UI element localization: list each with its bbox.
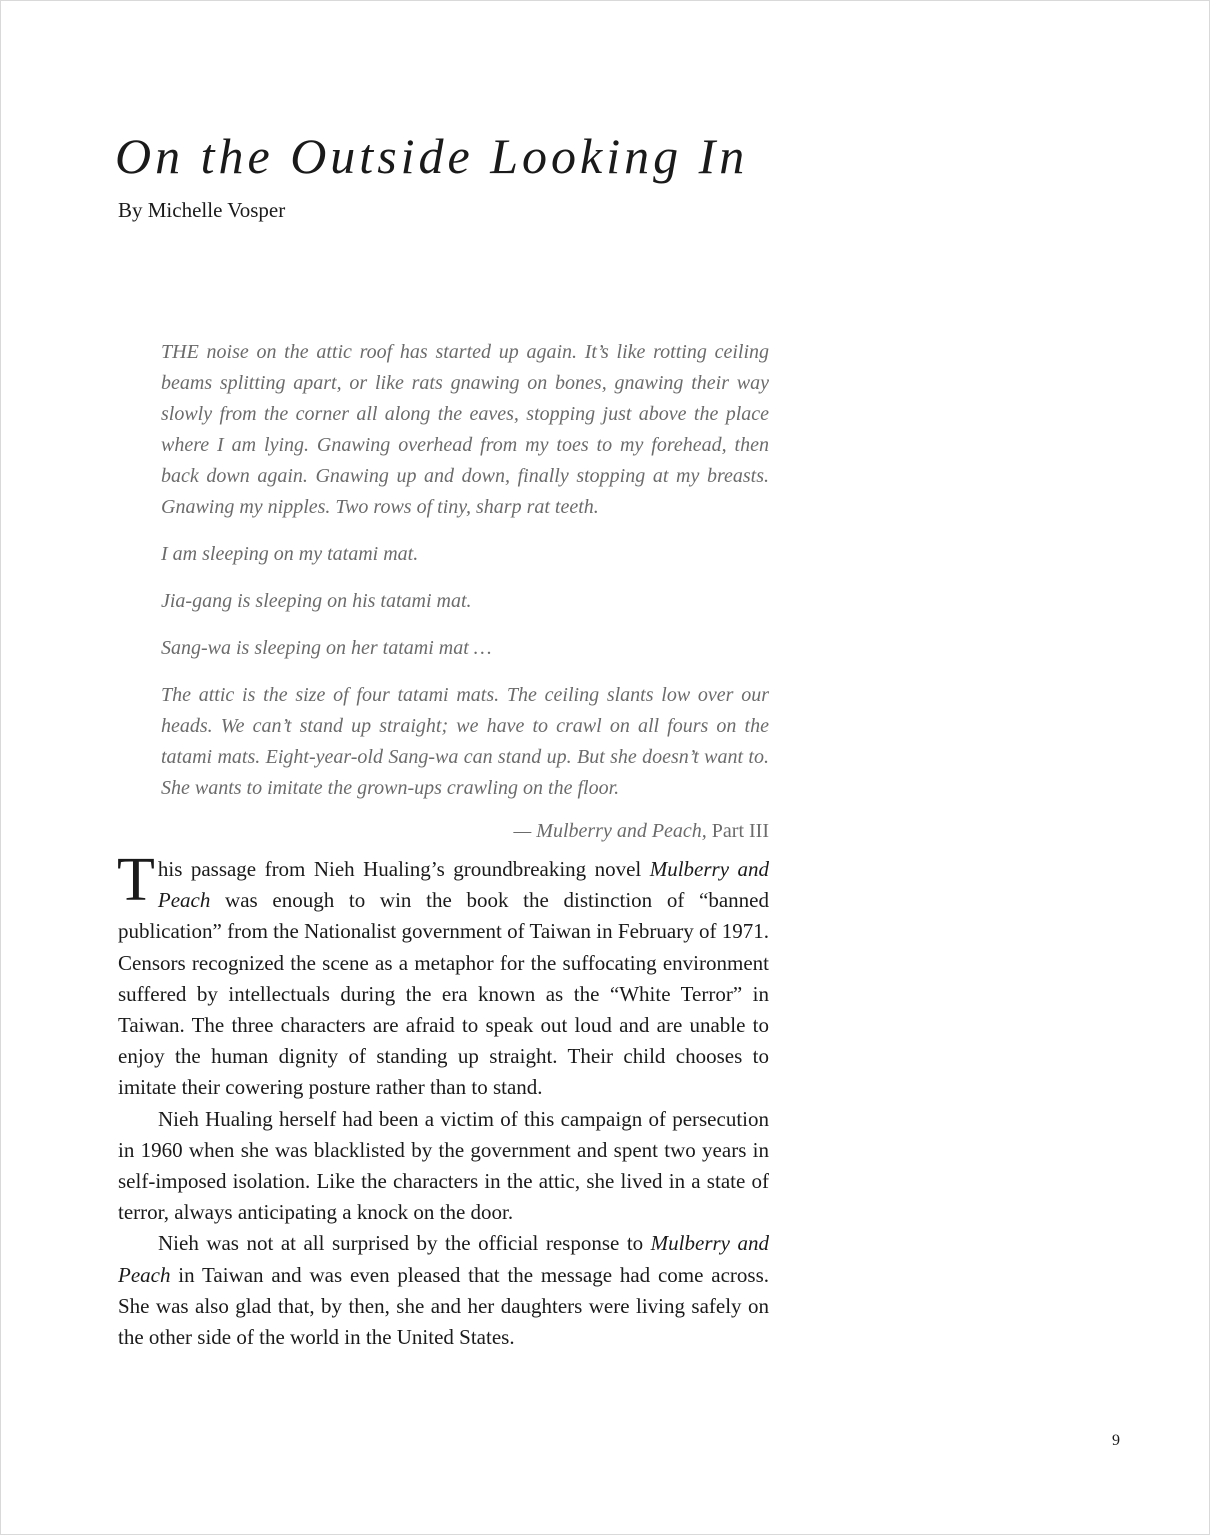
body-text-span: Nieh was not at all surprised by the official response to (158, 1231, 651, 1256)
body-paragraph (118, 1228, 769, 1353)
byline: By Michelle Vosper (118, 198, 286, 222)
body-paragraph: Nieh Hualing herself had been a victim of this campaign of persecution in 1960 when she was blacklisted by the government and spent two years in self-imposed isolation. Like the characters in the attic, she lived in a state of terror, always anticipating a knock on the door. (118, 1106, 769, 1225)
drop-cap: T (117, 846, 155, 914)
attribution-work-title: — Mulberry and Peach, (513, 820, 707, 842)
epigraph-paragraph: Jia-gang is sleeping on his tatami mat. (161, 590, 472, 612)
article-body (117, 846, 769, 1353)
epigraph-paragraph: Sang-wa is sleeping on her tatami mat … (161, 637, 492, 659)
epigraph-paragraph: THE noise on the attic roof has started up again. It’s like rotting ceiling beams splitting apart, or like rats gnawing on bones, gnawing their way slowly from the corner all along the eaves, stopping just above the place where I am lying. Gnawing overhead from my toes to my forehead, then back down again. Gnawing up and down, finally stopping at my breasts. Gnawing my nipples. Two rows of tiny, sharp rat teeth. (161, 341, 769, 518)
page-number: 9 (1112, 1432, 1120, 1449)
body-text-span: in Taiwan and was even pleased that the message had come across. She was also glad that, by then, she and her daughters were living safely on the other side of the world in the United States. (118, 1262, 769, 1350)
epigraph-paragraph: The attic is the size of four tatami mats. The ceiling slants low over our heads. We can’t stand up straight; we have to crawl on all fours on the tatami mats. Eight-year-old Sang-wa can stand up. But she doesn’t want to. She wants to imitate the grown-ups crawling on the floor. (161, 684, 769, 799)
body-text-span: was enough to win the book the distinction of “banned publication” from the Nationalist government of Taiwan in February of 1971. Censors recognized the scene as a metaphor for the suffocating environment suffered by intellectuals during the era known as the “White Terror” in Taiwan. The three characters are afraid to speak out loud and are unable to enjoy the human dignity of standing up straight. Their child chooses to imitate their cowering posture rather than to stand. (118, 888, 769, 1100)
epigraph-attribution (161, 816, 769, 847)
attribution-part: Part III (711, 820, 769, 842)
book-title: Mulberry and Peach (157, 857, 769, 913)
article-title: On the Outside Looking In (115, 128, 749, 184)
book-title: Mulberry and Peach (118, 1231, 769, 1287)
epigraph-paragraph: I am sleeping on my tatami mat. (161, 543, 419, 565)
epigraph-block (161, 337, 769, 847)
body-paragraph (117, 846, 769, 1104)
body-text-span: his passage from Nieh Hualing’s groundbreaking novel (157, 857, 650, 881)
